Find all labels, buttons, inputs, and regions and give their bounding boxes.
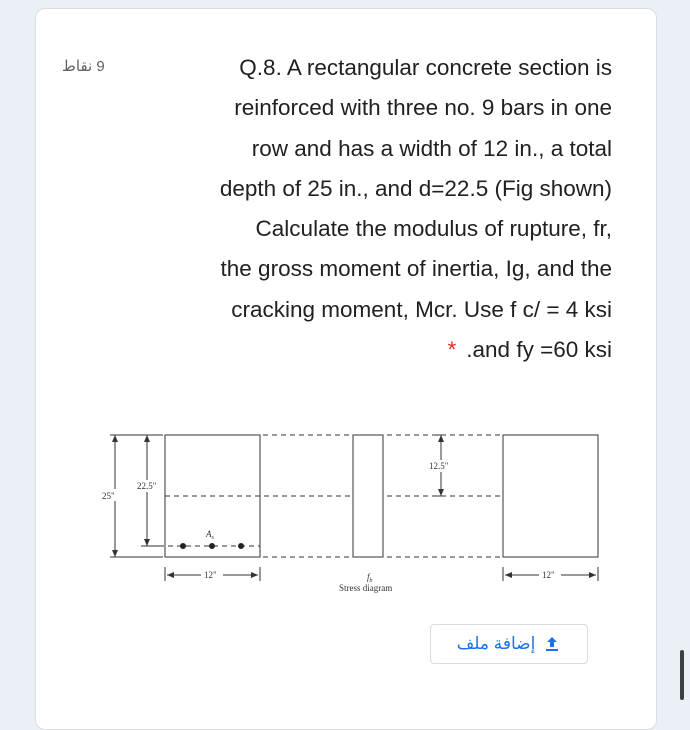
effective-depth-label: 22.5" <box>137 481 157 491</box>
add-file-button[interactable] <box>430 624 588 664</box>
question-text <box>110 48 612 370</box>
question-line-8 <box>110 330 612 370</box>
question-line-7: cracking moment, Mcr. Use f c/ = 4 ksi <box>231 296 612 322</box>
steel-area-label <box>205 529 215 541</box>
total-depth-label: 25" <box>102 491 115 501</box>
beam-section-figure <box>95 425 605 605</box>
steel-bar-2 <box>209 543 215 549</box>
scrollbar[interactable] <box>680 650 684 700</box>
steel-bar-1 <box>180 543 186 549</box>
required-asterisk: * <box>447 337 457 363</box>
steel-bar-3 <box>238 543 244 549</box>
stress-diagram-label: Stress diagram <box>339 583 393 593</box>
stress-diagram-box <box>353 435 383 557</box>
right-section-box <box>503 435 598 557</box>
question-line-4: depth of 25 in., and d=22.5 (Fig shown) <box>219 175 612 201</box>
fb-letter: f <box>367 572 370 582</box>
question-line-3: row and has a width of 12 in., a total <box>251 135 612 161</box>
question-line-6: the gross moment of inertia, Ig, and the <box>220 256 612 282</box>
steel-area-subscript: s <box>211 535 214 541</box>
question-line-8-text: .and fy =60 ksi <box>466 337 612 363</box>
question-line-2: reinforced with three no. 9 bars in one <box>234 95 612 121</box>
points-label: 9 نقاط <box>62 58 105 75</box>
question-line-1: Q.8. A rectangular concrete section is <box>239 55 612 80</box>
half-depth-label: 12.5" <box>429 461 449 471</box>
steel-area-letter: A <box>206 529 212 539</box>
question-line-5: Calculate the modulus of rupture, fr, <box>255 216 612 242</box>
fb-subscript: b <box>369 578 373 584</box>
width-right-label: 12" <box>542 570 555 580</box>
add-file-label: إضافة ملف <box>456 634 536 653</box>
width-left-label: 12" <box>204 570 217 580</box>
upload-icon <box>543 635 561 653</box>
beam-section-diagram <box>95 425 605 605</box>
